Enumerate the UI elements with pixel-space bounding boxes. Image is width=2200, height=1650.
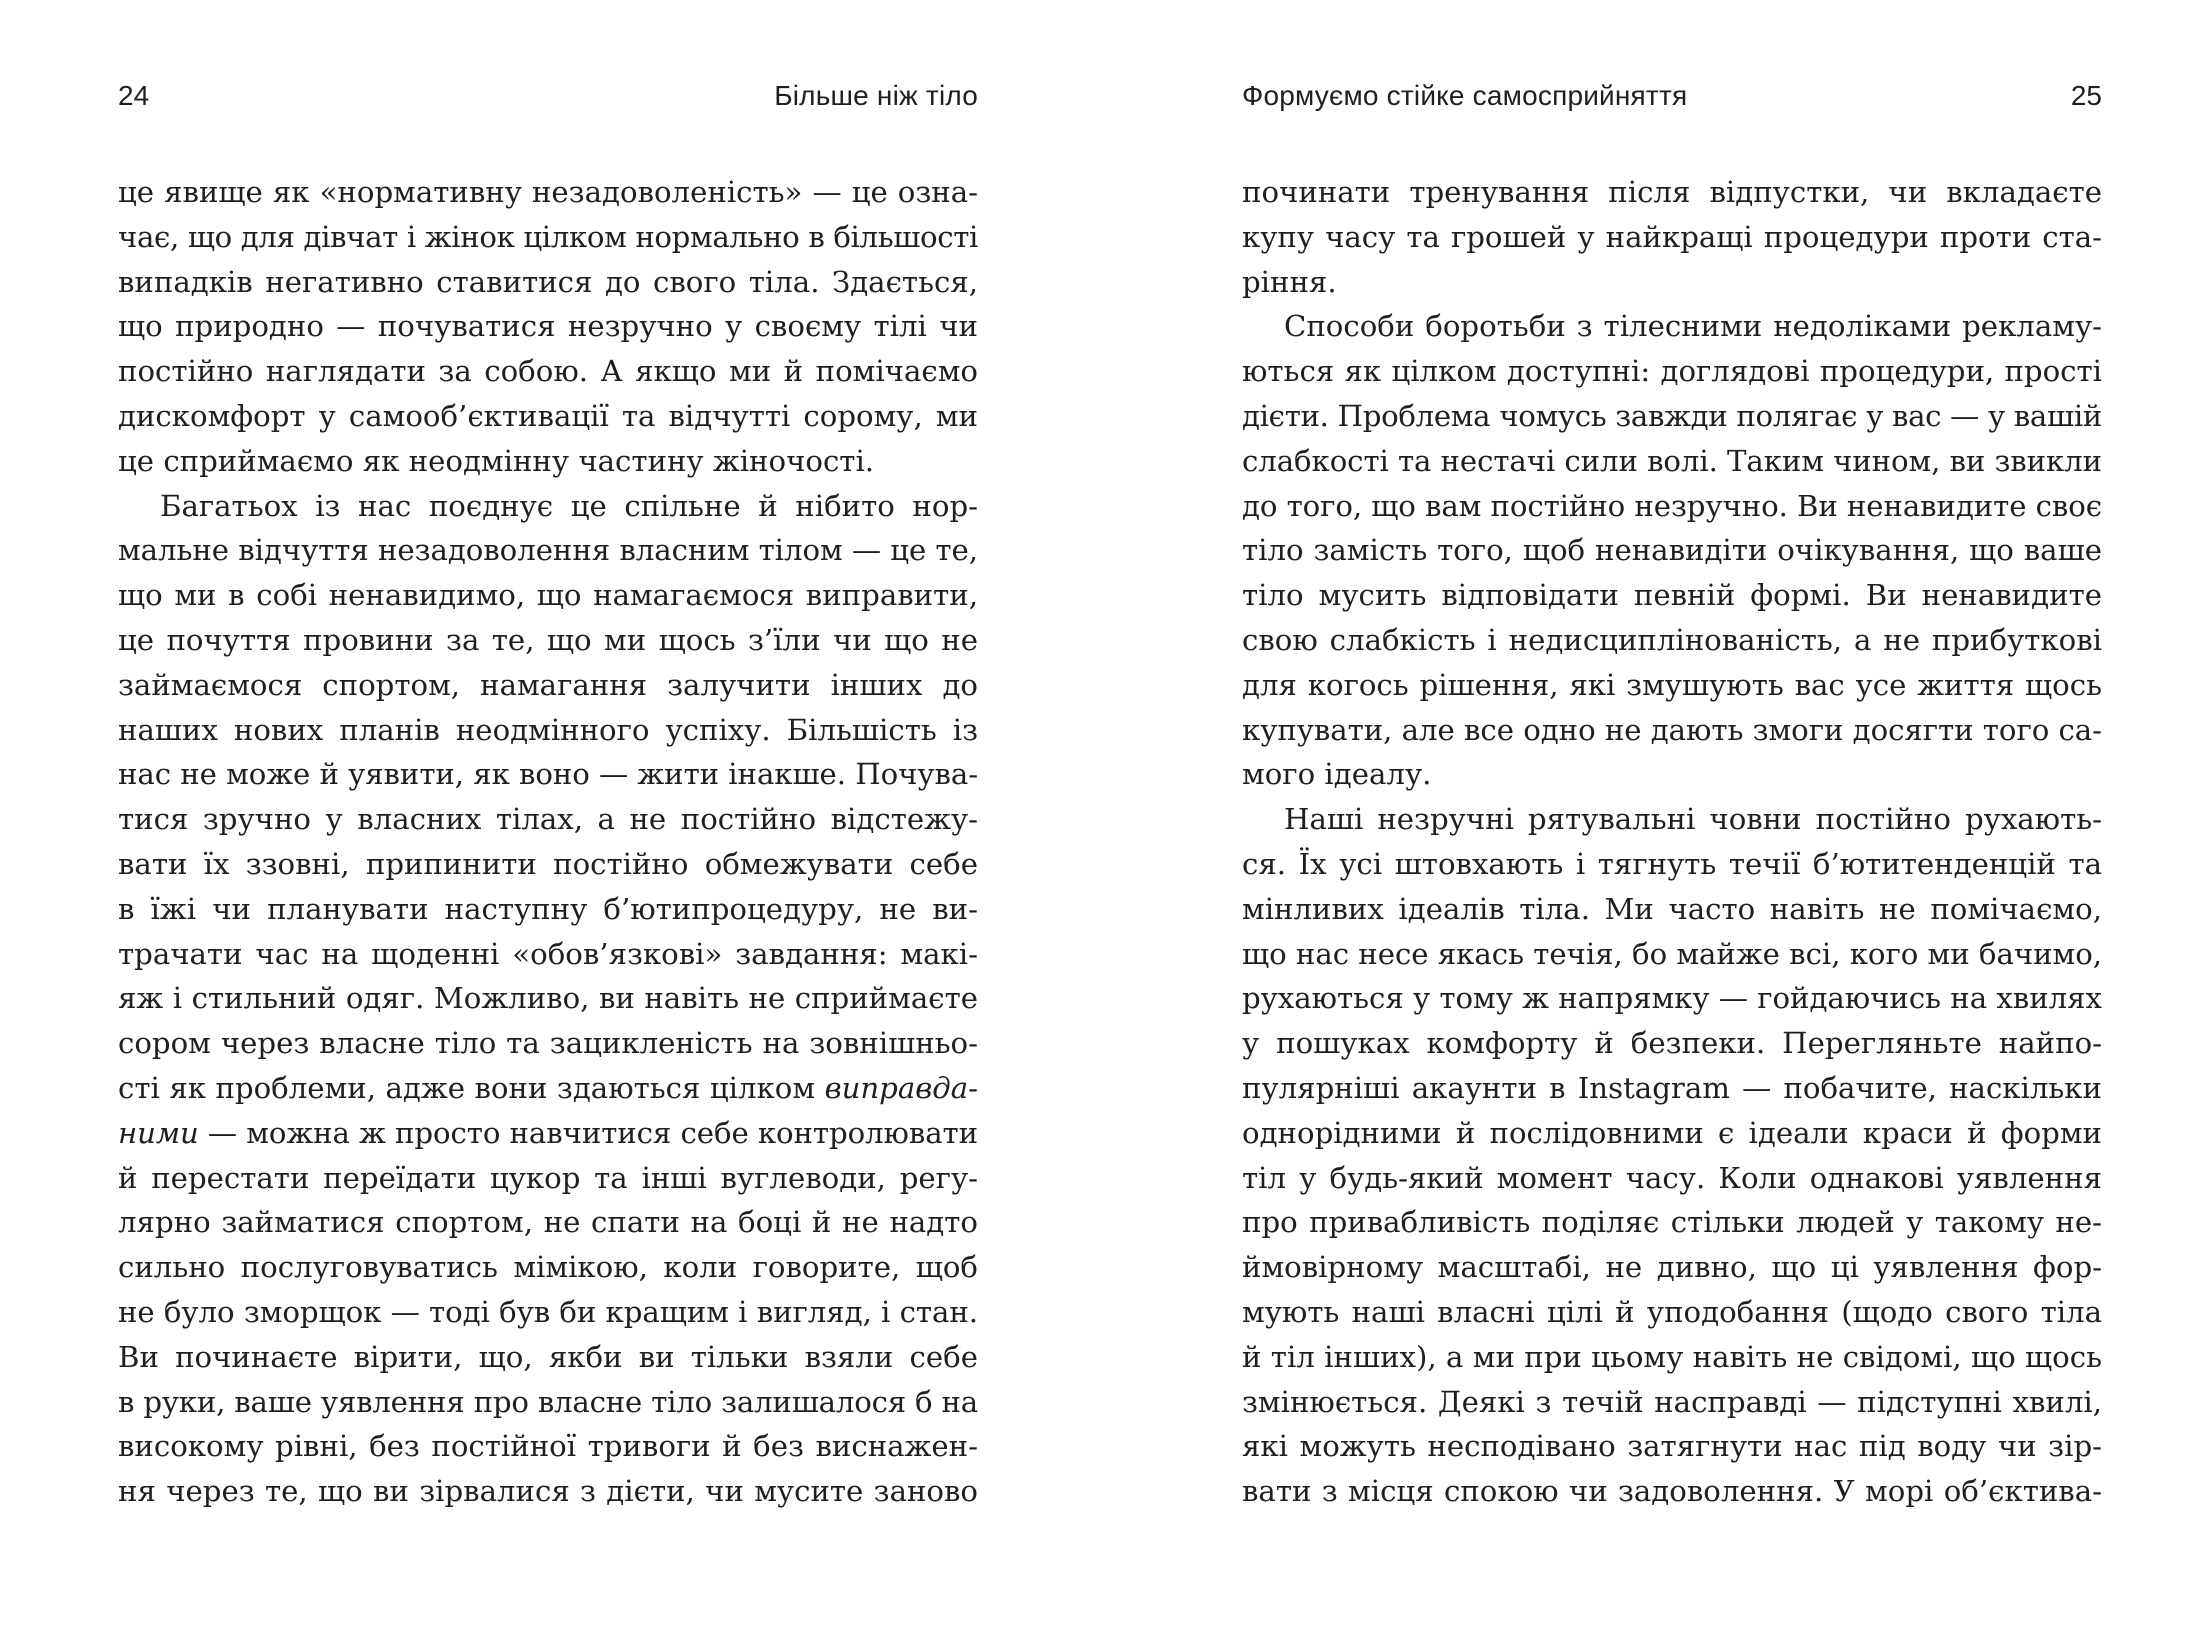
text-line [118,976,978,1021]
line-text: змінюється. Деякі з течій насправді — підступні хвилі, [1242,1384,2102,1419]
line-text: дієти. Проблема чомусь завжди полягає у вас — у вашій [1242,398,2102,433]
line-text: чає, що для дівчат і жінок цілком нормально в більшості [118,219,978,254]
line-text: лярно займатися спортом, не спати на боці й не надто [118,1205,978,1240]
line-text: сильно послуговуватись мімікою, коли говорите, щоб [118,1250,978,1285]
text-line [118,932,978,977]
text-line [1242,304,2102,349]
text-line [118,663,978,708]
text-line [1242,349,2102,394]
text-line [1242,260,2102,305]
page-number: 25 [2070,80,2102,111]
line-text: починати тренування після відпустки, чи вкладаєте [1242,175,2102,209]
text-line [1242,394,2102,439]
line-text: й перестати переїдати цукор та інші вуглеводи, регу- [118,1160,978,1195]
text-line [118,170,978,215]
right-page [1242,0,2102,1650]
line-text: тіло замість того, щоб ненавидіти очікування, що ваше [1242,533,2102,568]
line-text: Багатьох із нас поєднує це спільне й нібито нор- [160,488,978,523]
text-line [1242,932,2102,977]
text-line [1242,887,2102,932]
text-line [118,1424,978,1469]
left-page-body-text [118,170,978,1514]
line-text: що ми в собі ненавидимо, що намагаємося виправити, [118,578,978,613]
text-line [1242,1290,2102,1335]
line-text: високому рівні, без постійної тривоги й без виснажен- [118,1429,978,1464]
text-line [1242,1066,2102,1111]
line-text: мінливих ідеалів тіла. Ми часто навіть не помічаємо, [1242,891,2102,926]
text-line [1242,170,2102,215]
text-line [118,797,978,842]
text-line [118,304,978,349]
line-text: до того, що вам постійно незручно. Ви ненавидите своє [1242,488,2102,523]
text-line [1242,1021,2102,1066]
text-line [118,573,978,618]
line-text: це почуття провини за те, що ми щось з’їли чи що не [118,622,978,657]
line-text: нас не може й уявити, як воно — жити інакше. Почува- [118,757,978,792]
text-line [1242,1156,2102,1201]
text-line [118,349,978,394]
text-line [118,1290,978,1335]
left-page-header [118,76,978,116]
text-line [118,752,978,797]
line-text: це явище як «нормативну незадоволеність» — це озна- [118,175,978,209]
line-text: — можна ж просто навчитися себе контролювати [198,1115,978,1150]
line-text: яж і стильний одяг. Можливо, ви навіть не сприймаєте [118,981,978,1016]
text-line [118,1021,978,1066]
right-page-body-text [1242,170,2102,1514]
text-line [1242,1245,2102,1290]
page-number: 24 [118,80,150,111]
line-text: мують наші власні цілі й уподобання (щодо свого тіла [1242,1294,2102,1329]
text-line [1242,528,2102,573]
line-text: що нас несе якась течія, бо майже всі, кого ми бачимо, [1242,936,2102,971]
line-text: сором через власне тіло та зацикленість на зовнішньо- [118,1026,978,1061]
text-line [1242,1200,2102,1245]
text-line [1242,1469,2102,1514]
line-text: наших нових планів неодмінного успіху. Більшість із [118,712,978,747]
line-text: купу часу та грошей у найкращі процедури проти ста- [1242,219,2102,254]
left-page [118,0,978,1650]
line-text: Ви починаєте вірити, що, якби ви тільки взяли себе [118,1339,978,1374]
text-line [118,484,978,529]
line-text: тіл у будь-який момент часу. Коли однакові уявлення [1242,1160,2102,1195]
text-line [118,708,978,753]
text-line [118,1380,978,1425]
text-line [1242,439,2102,484]
line-text: трачати час на щоденні «обов’язкові» завдання: макі- [118,936,978,971]
line-text: слабкості та нестачі сили волі. Таким чином, ви звикли [1242,443,2103,478]
text-line [1242,618,2102,663]
text-line [1242,708,2102,753]
text-line [1242,1424,2102,1469]
line-text: у пошуках комфорту й безпеки. Перегляньте найпо- [1242,1026,2102,1061]
line-text: сті як проблеми, адже вони здаються цілком [118,1070,825,1105]
text-line [1242,1335,2102,1380]
running-title: Більше ніж тіло [774,80,978,111]
line-text: це сприймаємо як неодмінну частину жіночості. [118,443,875,478]
line-text: Способи боротьби з тілесними недоліками рекламу- [1284,309,2102,344]
text-line [118,1245,978,1290]
text-line [118,618,978,663]
line-text: випадків негативно ставитися до свого тіла. Здається, [118,264,978,299]
line-text: ся. Їх усі штовхають і тягнуть течії б’ютитенденцій та [1242,846,2102,881]
line-text: однорідними й послідовними є ідеали краси й форми [1242,1115,2102,1150]
line-text: які можуть несподівано затягнути нас під воду чи зір- [1242,1429,2102,1464]
line-text: постійно наглядати за собою. А якщо ми й помічаємо [118,354,978,389]
text-line [118,1156,978,1201]
text-line [118,528,978,573]
line-text: займаємося спортом, намагання залучити інших до [118,667,978,702]
line-text: мого ідеалу. [1242,757,1432,792]
line-text: дискомфорт у самооб’єктивації та відчутті сорому, ми [118,398,978,433]
text-line [1242,663,2102,708]
line-text: й тіл інших), а ми при цьому навіть не свідомі, що щось [1242,1339,2102,1374]
text-line [118,215,978,260]
text-line [118,1066,978,1111]
line-text: ня через те, що ви зірвалися з дієти, чи мусите заново [118,1474,978,1509]
italic-text: виправда- [824,1070,978,1105]
line-text: рухаються у тому ж напрямку — гойдаючись на хвилях [1242,981,2102,1016]
text-line [1242,573,2102,618]
text-line [1242,1380,2102,1425]
line-text: мальне відчуття незадоволення власним тілом — це те, [118,533,978,568]
text-line [118,842,978,887]
text-line [1242,976,2102,1021]
text-line [118,260,978,305]
text-line [1242,842,2102,887]
text-line [118,1469,978,1514]
right-page-header [1242,76,2102,116]
text-line [118,1200,978,1245]
running-title: Формуємо стійке самосприйняття [1242,80,1688,111]
line-text: тіло мусить відповідати певній формі. Ви ненавидите [1242,578,2102,613]
line-text: Наші незручні рятувальні човни постійно рухають- [1284,802,2102,837]
text-line [118,1335,978,1380]
text-line [1242,797,2102,842]
line-text: пулярніші акаунти в Instagram — побачите, наскільки [1242,1070,2102,1105]
line-text: про привабливість поділяє стільки людей у такому не- [1242,1205,2102,1240]
line-text: свою слабкість і недисциплінованість, а не прибуткові [1242,622,2102,657]
line-text: ймовірному масштабі, не дивно, що ці уявлення фор- [1242,1250,2102,1285]
line-text: тися зручно у власних тілах, а не постійно відстежу- [118,802,978,837]
line-text: ріння. [1242,264,1337,299]
text-line [118,394,978,439]
line-text: для когось рішення, які змушують вас усе життя щось [1242,667,2102,702]
line-text: що природно — почуватися незручно у своєму тілі чи [118,309,978,344]
text-line [118,1111,978,1156]
text-line [118,887,978,932]
line-text: вати з місця спокою чи задоволення. У морі об’єктива- [1242,1474,2102,1509]
line-text: в їжі чи планувати наступну б’ютипроцедуру, не ви- [118,891,978,926]
line-text: вати їх ззовні, припинити постійно обмежувати себе [118,846,978,881]
line-text: ються як цілком доступні: доглядові процедури, прості [1242,354,2102,389]
line-text: не було зморщок — тоді був би кращим і вигляд, і стан. [118,1294,978,1329]
italic-text: ними [118,1115,199,1150]
text-line [1242,215,2102,260]
line-text: в руки, ваше уявлення про власне тіло залишалося б на [118,1384,978,1419]
line-text: купувати, але все одно не дають змоги досягти того са- [1242,712,2102,747]
text-line [1242,752,2102,797]
text-line [118,439,978,484]
text-line [1242,1111,2102,1156]
text-line [1242,484,2102,529]
